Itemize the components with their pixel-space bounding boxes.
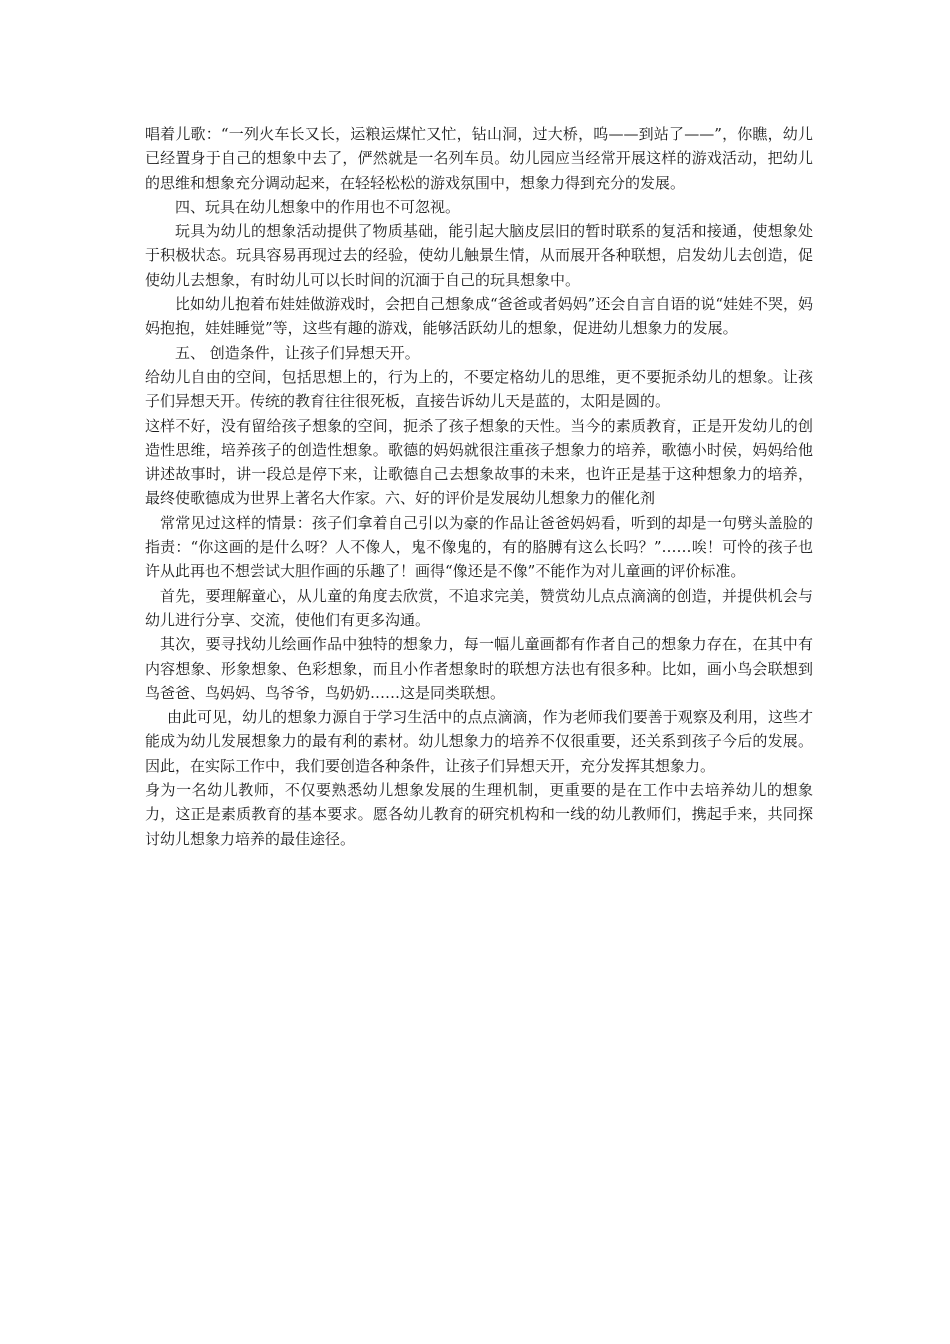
section-heading-5: 五、 创造条件，让孩子们异想天开。	[175, 343, 420, 362]
paragraph-free-space: 给幼儿自由的空间，包括思想上的，行为上的，不要定格幼儿的思维，更不要扼杀幼儿的想象。让孩子们异想天开。传统的教育往往很死板，直接告诉幼儿天是蓝的，太阳是圆的。	[145, 367, 813, 411]
paragraph-closing: 身为一名幼儿教师，不仅要熟悉幼儿想象发展的生理机制，更重要的是在工作中去培养幼儿的想象力，这正是素质教育的基本要求。愿各幼儿教育的研究机构和一线的幼儿教师们，携起手来，共同探讨幼儿想象力培养的最佳途径。	[145, 781, 813, 848]
section-heading-4: 四、玩具在幼儿想象中的作用也不可忽视。	[175, 197, 461, 216]
paragraph-second: 其次，要寻找幼儿绘画作品中独特的想象力，每一幅儿童画都有作者自己的想象力存在，在其中有内容想象、形象想象、色彩想象，而且小作者想象时的联想方法也有很多种。比如，画小鸟会联想到鸟爸爸、鸟妈妈、鸟爷爷，鸟奶奶……这是同类联想。	[145, 635, 813, 702]
paragraph-doll-example: 比如幼儿抱着布娃娃做游戏时，会把自己想象成“爸爸或者妈妈”还会自言自语的说“娃娃不哭，妈妈抱抱，娃娃睡觉”等，这些有趣的游戏，能够活跃幼儿的想象，促进幼儿想象力的发展。	[145, 295, 814, 338]
document-body	[145, 122, 813, 851]
paragraph-goethe: 这样不好，没有留给孩子想象的空间，扼杀了孩子想象的天性。当今的素质教育，正是开发幼儿的创造性思维，培养孩子的创造性想象。歌德的妈妈就很注重孩子想象力的培养，歌德小时侯，妈妈给他讲述故事时，讲一段总是停下来，让歌德自己去想象故事的未来，也许正是基于这种想象力的培养，最终使歌德成为世界上著名大作家。六、好的评价是发展幼儿想象力的催化剂	[145, 416, 813, 508]
paragraph-common-scene: 常常见过这样的情景：孩子们拿着自己引以为豪的作品让爸爸妈妈看，听到的却是一句劈头盖脸的指责：“你这画的是什么呀？人不像人，鬼不像鬼的，有的胳膊有这么长吗？”……唉！可怜的孩子也许从此再也不想尝试大胆作画的乐趣了！画得“像还是不像”不能作为对儿童画的评价标准。	[145, 513, 813, 581]
paragraph-first: 首先，要理解童心，从儿童的角度去欣赏，不追求完美，赞赏幼儿点点滴滴的创造，并提供机会与幼儿进行分享、交流，使他们有更多沟通。	[145, 586, 813, 629]
paragraph-conclusion: 由此可见，幼儿的想象力源自于学习生活中的点点滴滴，作为老师我们要善于观察及利用，这些才能成为幼儿发展想象力的最有利的素材。幼儿想象力的培养不仅很重要，还关系到孩子今后的发展。因此，在实际工作中，我们要创造各种条件，让孩子们异想天开，充分发挥其想象力。	[145, 708, 813, 775]
paragraph-nursery-rhyme: 唱着儿歌：“一列火车长又长，运粮运煤忙又忙，钻山洞，过大桥，呜——到站了——”，你瞧，幼儿已经置身于自己的想象中去了，俨然就是一名列车员。幼儿园应当经常开展这样的游戏活动，把幼儿的思维和想象充分调动起来，在轻轻松松的游戏氛围中，想象力得到充分的发展。	[145, 125, 813, 192]
paragraph-toys: 玩具为幼儿的想象活动提供了物质基础，能引起大脑皮层旧的暂时联系的复活和接通，使想象处于积极状态。玩具容易再现过去的经验，使幼儿触景生情，从而展开各种联想，启发幼儿去创造，促使幼儿去想象，有时幼儿可以长时间的沉湎于自己的玩具想象中。	[145, 222, 813, 289]
